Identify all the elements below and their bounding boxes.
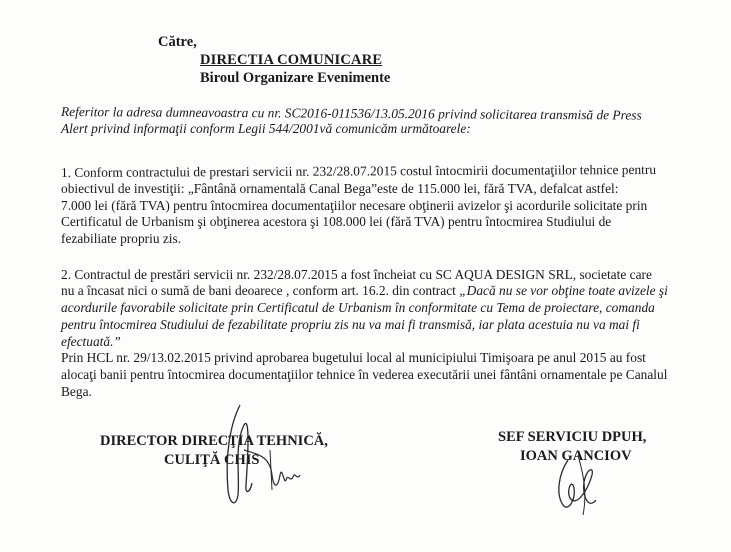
left-signatory-name: CULIŢĂ CHIS — [164, 452, 260, 468]
hcl-line-2: alocaţi banii pentru întocmirea documentaţiilor tehnice în vederea executării unei fântâni ornamentale pe Canalul — [61, 367, 668, 382]
point1-line-2: obiectivul de investiţii: „Fântână ornamentală Canal Bega”este de 115.000 lei, fără TVA, defalcat astfel: — [61, 181, 619, 196]
right-signatory-title: SEF SERVICIU DPUH, — [498, 429, 647, 445]
point2-line-2 — [61, 282, 668, 299]
recipient-office: Biroul Organizare Evenimente — [200, 70, 391, 86]
point2-line-3: acordurile favorabile solicitate prin Certificatul de Urbanism în conformitate cu Tema de proiectare, comanda — [61, 300, 655, 315]
point1-line-3: 7.000 lei (fără TVA) pentru întocmirea documentaţiilor necesare obţinerii avizelor şi acordurile solicitate prin — [61, 198, 648, 213]
point2-quote-start: „Dacă nu se vor obţine toate avizele şi — [459, 283, 668, 298]
point1-line-4: Certificatul de Urbanism şi obţinerea acestora şi 108.000 lei (fără TVA) pentru întocmirea Studiului de — [61, 214, 612, 229]
intro-line-2: Alert privind informaţii conform Legii 544/2001vă comunicăm următoarele: — [61, 121, 471, 136]
recipient-label: Către, — [158, 34, 197, 50]
point2-line-4: pentru întocmirea Studiului de fezabilitate propriu zis nu va mai fi transmisă, iar plata acestuia nu va mai fi — [61, 317, 640, 332]
point2-line-5: efectuată.” — [61, 334, 121, 349]
point1-line-1: 1. Conform contractului de prestari servicii nr. 232/28.07.2015 costul întocmirii documentaţiilor tehnice pentru — [60, 161, 657, 180]
hcl-line-3: Bega. — [61, 384, 92, 399]
point2-line-2-text: nu a încasat nici o sumă de bani deoarece , conform art. 16.2. din contract — [61, 283, 460, 298]
recipient-department: DIRECTIA COMUNICARE — [200, 52, 383, 68]
hcl-line-1: Prin HCL nr. 29/13.02.2015 privind aprobarea bugetului local al municipiului Timişoara pe anul 2015 au fost — [61, 350, 646, 365]
left-handwritten-signature — [200, 395, 310, 515]
right-handwritten-signature — [548, 450, 618, 520]
point2-line-1: 2. Contractul de prestări servicii nr. 232/28.07.2015 a fost încheiat cu SC AQUA DESIGN SRL, societate care — [61, 267, 652, 282]
right-signatory-name: IOAN GANCIOV — [520, 448, 632, 464]
intro-line-1: Referitor la adresa dumneavoastra cu nr. SC2016-011536/13.05.2016 privind solicitarea transmisă de Press — [60, 104, 642, 123]
left-signatory-title: DIRECTOR DIRECŢIA TEHNICĂ, — [100, 433, 328, 449]
point1-line-5: fezabiliate propriu zis. — [61, 231, 182, 246]
